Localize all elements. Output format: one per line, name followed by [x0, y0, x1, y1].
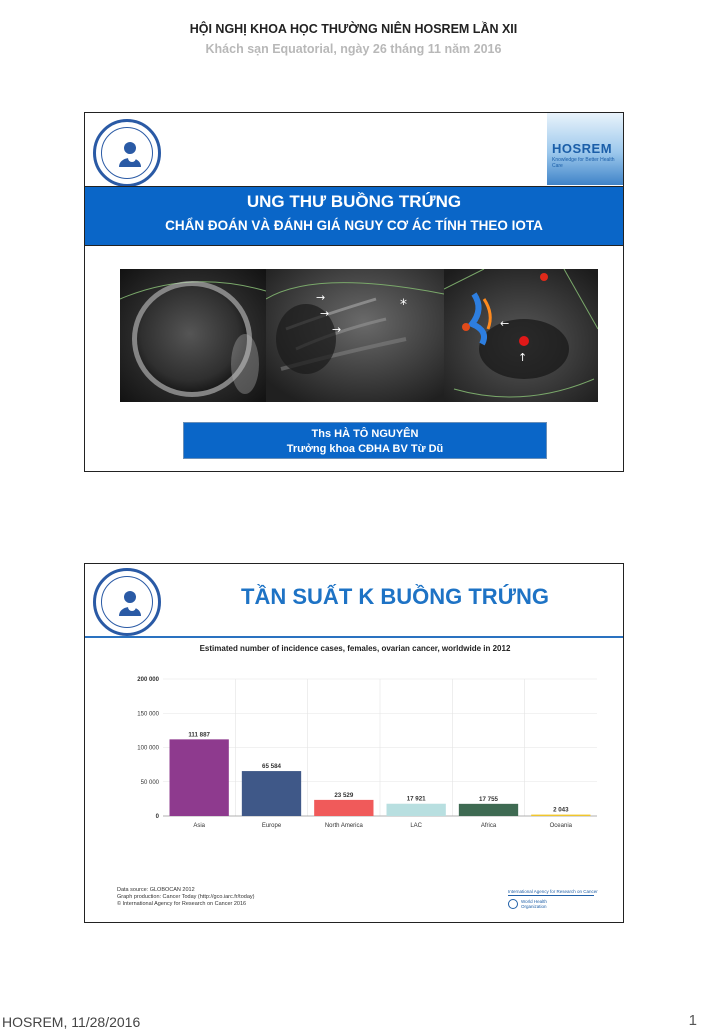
hospital-seal-logo — [93, 119, 161, 187]
svg-text:→: → — [316, 291, 326, 304]
x-tick-label: Oceania — [549, 823, 573, 829]
y-tick-label: 200 000 — [137, 677, 159, 683]
svg-text:→: → — [320, 307, 330, 320]
who-label-line-2: Organization — [521, 904, 547, 909]
data-label: 23 529 — [334, 791, 354, 799]
x-tick-label: Asia — [193, 823, 206, 829]
data-label: 2 043 — [553, 806, 569, 814]
ultrasound-arrows-image — [266, 269, 444, 402]
source-line-2: Graph production: Cancer Today (http://gco.iarc.fr/today) — [117, 894, 255, 900]
author-title: Trưởng khoa CĐHA BV Từ Dũ — [286, 443, 444, 455]
hospital-seal-logo — [93, 568, 161, 636]
iarc-label: International Agency for Research on Cancer — [508, 889, 598, 894]
bar-oceania — [531, 815, 590, 816]
who-label — [521, 899, 547, 909]
source-line-3: © International Agency for Research on Cancer 2016 — [117, 901, 247, 907]
header-subtitle: Khách sạn Equatorial, ngày 26 tháng 11 năm 2016 — [205, 42, 502, 56]
svg-text:*: * — [400, 297, 407, 313]
y-tick-label: 100 000 — [137, 745, 159, 752]
data-label: 17 755 — [479, 795, 498, 803]
y-tick-label: 50 000 — [140, 779, 159, 786]
incidence-bar-chart — [85, 659, 623, 839]
slide-1 — [84, 112, 624, 472]
y-tick-label: 0 — [155, 814, 159, 820]
slide2-divider — [85, 636, 623, 638]
who-label-line-1: World Health — [521, 899, 547, 904]
data-label: 17 921 — [406, 795, 426, 803]
slide-2 — [84, 563, 624, 923]
bar-africa — [459, 804, 518, 816]
bar-asia — [170, 739, 229, 816]
hosrem-logo — [547, 113, 623, 185]
slide1-subtitle: CHẨN ĐOÁN VÀ ĐÁNH GIÁ NGUY CƠ ÁC TÍNH THEO IOTA — [165, 218, 543, 233]
svg-text:↑: ↑ — [518, 351, 528, 364]
x-tick-label: Africa — [480, 823, 497, 829]
x-tick-label: North America — [324, 823, 363, 829]
hosrem-tagline: Knowledge for Better Health Care — [552, 157, 615, 169]
author-name: Ths HÀ TÔ NGUYÊN — [311, 428, 419, 440]
iarc-divider — [508, 895, 594, 896]
author-box — [183, 422, 547, 459]
svg-text:←: ← — [500, 317, 510, 330]
x-tick-label: Europe — [261, 823, 282, 829]
slide2-title: TẦN SUẤT K BUỒNG TRỨNG — [241, 584, 549, 609]
chart-title: Estimated number of incidence cases, females, ovarian cancer, worldwide in 2012 — [199, 644, 511, 653]
bar-lac — [387, 804, 446, 816]
page-number: 1 — [688, 1012, 697, 1029]
header-title: HỘI NGHỊ KHOA HỌC THƯỜNG NIÊN HOSREM LẦN XII — [189, 22, 518, 36]
y-tick-label: 150 000 — [137, 711, 159, 718]
bar-north-america — [314, 800, 373, 816]
source-line-1: Data source: GLOBOCAN 2012 — [117, 887, 195, 893]
ultrasound-cyst-image — [120, 269, 266, 402]
svg-text:→: → — [332, 323, 342, 336]
footer-left: HOSREM, 11/28/2016 — [2, 1014, 141, 1030]
bar-europe — [242, 771, 301, 816]
slide1-title-band — [85, 186, 623, 246]
data-label: 111 887 — [188, 731, 211, 739]
doppler-ultrasound-image — [444, 269, 598, 402]
hosrem-logo-text: HOSREM — [552, 141, 613, 156]
slide1-title: UNG THƯ BUỒNG TRỨNG — [246, 192, 462, 211]
data-label: 65 584 — [262, 763, 281, 771]
who-globe-icon — [508, 899, 518, 909]
x-tick-label: LAC — [410, 823, 423, 829]
